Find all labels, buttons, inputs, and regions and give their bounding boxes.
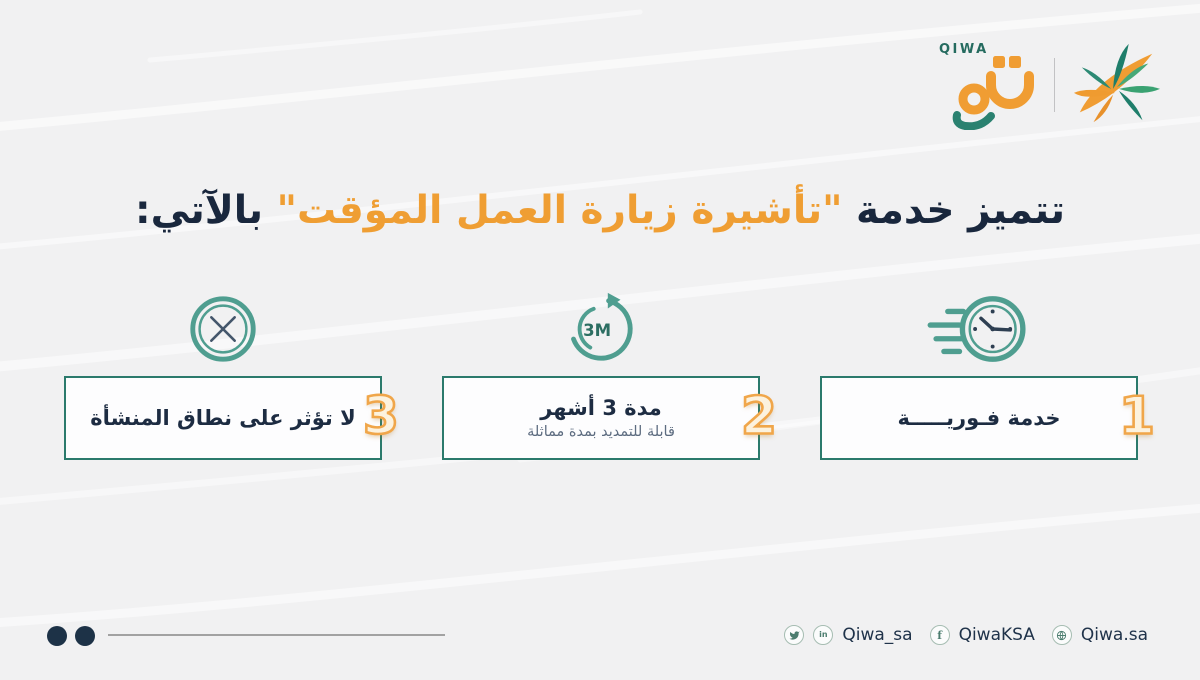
feature-2-title: مدة 3 أشهر xyxy=(540,395,662,420)
renew-3m-icon xyxy=(546,288,656,368)
brand-header xyxy=(937,40,1164,130)
linkedin-icon: in xyxy=(813,625,833,645)
footer-line xyxy=(108,634,445,636)
feature-2-subtitle: قابلة للتمديد بمدة مماثلة xyxy=(527,423,675,440)
feature-1-title: خدمة فـوريـــــة xyxy=(897,405,1061,430)
twitter-icon xyxy=(784,625,804,645)
qiwa-logo xyxy=(937,40,1039,130)
features-row xyxy=(64,288,1155,460)
no-impact-circle-x-icon xyxy=(176,288,270,368)
twitter-linkedin-handle: Qiwa_sa xyxy=(842,625,913,645)
facebook-handle: QiwaKSA xyxy=(958,625,1035,645)
website-url: Qiwa.sa xyxy=(1080,625,1148,645)
social-bar xyxy=(784,622,1148,648)
title-prefix: تتميز خدمة xyxy=(842,188,1065,234)
feature-box-2 xyxy=(442,376,777,460)
feature-instant-service xyxy=(820,288,1155,460)
facebook-icon: f xyxy=(930,625,950,645)
fast-clock-icon xyxy=(920,288,1038,368)
title-suffix: بالآتي: xyxy=(135,188,277,234)
qiwa-star-icon xyxy=(1070,40,1164,130)
feature-duration xyxy=(442,288,777,460)
dot xyxy=(75,626,95,646)
feature-3-title: لا تؤثر على نطاق المنشأة xyxy=(90,405,356,430)
globe-icon xyxy=(1052,625,1072,645)
feature-1-number: 1 xyxy=(1118,386,1155,447)
feature-2-number: 2 xyxy=(740,386,777,447)
qiwa-latin-label: QIWA xyxy=(939,42,989,57)
page-title xyxy=(0,188,1200,233)
3m-label: 3M xyxy=(583,320,612,340)
feature-box-1 xyxy=(820,376,1155,460)
dot xyxy=(47,626,67,646)
logo-divider xyxy=(1054,58,1055,112)
feature-box-3 xyxy=(64,376,399,460)
decorative-dots xyxy=(47,626,95,646)
feature-no-impact xyxy=(64,288,399,460)
qiwa-arabic-logotype-icon xyxy=(937,56,1037,130)
title-highlight: "تأشيرة زيارة العمل المؤقت" xyxy=(276,188,843,234)
feature-3-number: 3 xyxy=(362,386,399,447)
